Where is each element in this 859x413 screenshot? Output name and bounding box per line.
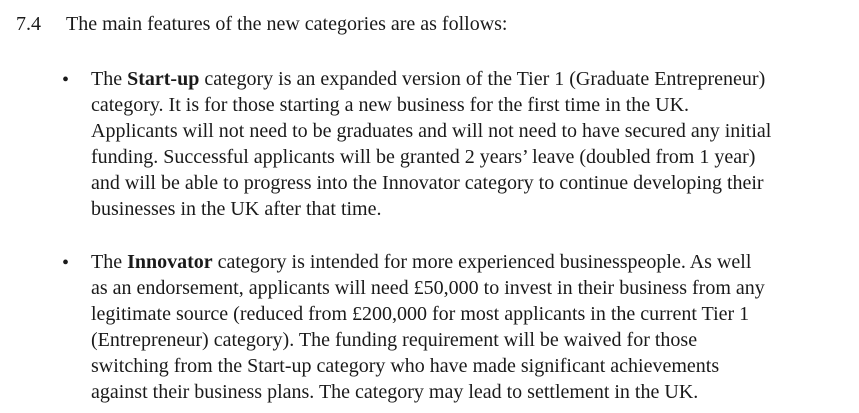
bullet-icon: • — [62, 252, 70, 274]
bullet-line: against their business plans. The category may lead to settlement in the UK. — [91, 381, 699, 403]
bullet-line: businesses in the UK after that time. — [91, 198, 382, 220]
bullet-line-rest: category is an expanded version of the Tier 1 (Graduate Entrepreneur) — [199, 68, 766, 90]
paragraph-number: 7.4 — [16, 13, 41, 35]
bullet-line: funding. Successful applicants will be granted 2 years’ leave (doubled from 1 year) — [91, 146, 756, 168]
bullet-icon: • — [62, 69, 70, 91]
category-keyword: Start-up — [127, 68, 200, 90]
bullet-prefix: The — [91, 68, 128, 90]
paragraph-intro: The main features of the new categories are as follows: — [66, 13, 508, 35]
bullet-line: and will be able to progress into the Innovator category to continue developing their — [91, 172, 764, 194]
bullet-line — [91, 249, 842, 275]
bullet-prefix: The — [91, 251, 128, 273]
bullet-line: as an endorsement, applicants will need £50,000 to invest in their business from any — [91, 277, 765, 299]
bullet-line — [91, 66, 842, 92]
bullet-text — [91, 249, 842, 405]
bullet-line: switching from the Start-up category who have made significant achievements — [91, 355, 720, 377]
bullet-line: legitimate source (reduced from £200,000 for most applicants in the current Tier 1 — [91, 303, 750, 325]
bullet-line: Applicants will not need to be graduates and will not need to have secured any initial — [91, 120, 772, 142]
category-keyword: Innovator — [127, 251, 213, 273]
bullet-line-rest: category is intended for more experienced businesspeople. As well — [212, 251, 752, 273]
bullet-line: category. It is for those starting a new business for the first time in the UK. — [91, 94, 690, 116]
bullet-text — [91, 66, 842, 222]
bullet-line: (Entrepreneur) category). The funding requirement will be waived for those — [91, 329, 698, 351]
